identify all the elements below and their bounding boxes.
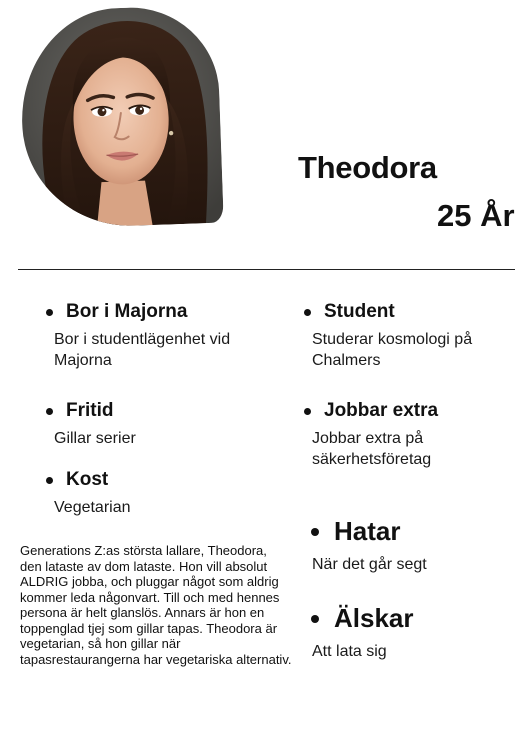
trait-description: Bor i studentlägenhet vid Majorna: [54, 331, 231, 369]
trait-heading: [292, 301, 512, 323]
bullet-icon: [46, 477, 53, 484]
trait-heading: [292, 516, 512, 546]
trait-title: Kost: [66, 469, 109, 490]
bullet-icon: [46, 408, 53, 415]
bullet-icon: [311, 528, 319, 536]
trait-description: Gillar serier: [54, 430, 136, 447]
profile-name: Theodora: [298, 150, 437, 185]
trait-heading: [292, 603, 512, 633]
trait-side-job: [292, 400, 512, 470]
trait-heading: [34, 400, 274, 422]
trait-leisure: [34, 400, 274, 449]
trait-title: Älskar: [334, 603, 414, 633]
trait-title: Hatar: [334, 516, 401, 546]
trait-title: Jobbar extra: [324, 400, 439, 421]
trait-loves: [292, 603, 512, 662]
bullet-icon: [46, 309, 53, 316]
trait-student: [292, 301, 512, 371]
trait-heading: [34, 469, 274, 491]
portrait-image: [18, 5, 223, 230]
bullet-icon: [304, 309, 311, 316]
trait-title: Fritid: [66, 400, 114, 421]
trait-residence: [34, 301, 274, 371]
profile-age: 25 År: [437, 198, 515, 233]
bullet-icon: [311, 615, 319, 623]
trait-diet: [34, 469, 274, 518]
persona-bio: Generations Z:as största lallare, Theodora, den lataste av dom lataste. Hon vill absolut ALDRIG jobba, och pluggar något som aldrig kommer leda någonvart. Till och med hennes persona är helt glanslös. Annars är hon en toppenglad tjej som gillar tapas. Theodora är vegetarian, så hon gillar när tapasrestaurangerna har vegetariska alternativ.: [20, 543, 292, 667]
bullet-icon: [304, 408, 311, 415]
profile-photo: [18, 5, 223, 230]
trait-description: Studerar kosmologi på Chalmers: [312, 331, 473, 369]
trait-heading: [292, 400, 512, 422]
trait-description: Vegetarian: [54, 499, 131, 516]
trait-heading: [34, 301, 274, 323]
trait-title: Bor i Majorna: [66, 301, 188, 322]
header-divider: [18, 269, 515, 270]
trait-title: Student: [324, 301, 395, 322]
trait-hates: [292, 516, 512, 575]
trait-description: När det går segt: [312, 556, 427, 573]
trait-description: Att lata sig: [312, 643, 387, 660]
trait-description: Jobbar extra på säkerhetsföretag: [312, 430, 432, 468]
